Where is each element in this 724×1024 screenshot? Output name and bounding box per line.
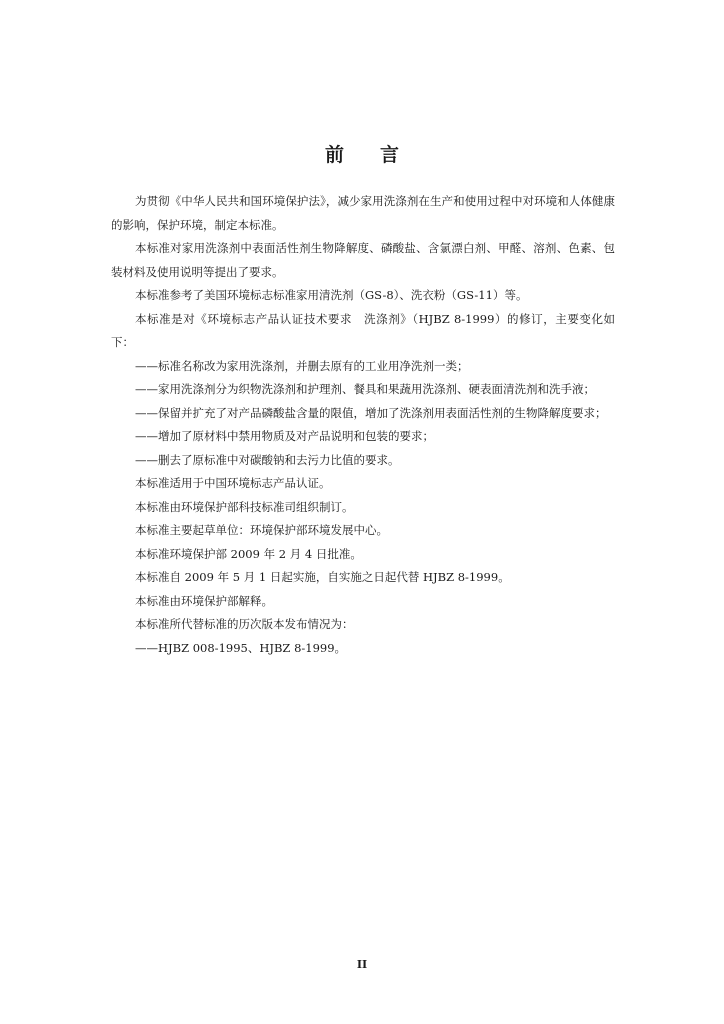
paragraph: 本标准环境保护部 2009 年 2 月 4 日批准。: [135, 546, 362, 561]
paragraph: 本标准是对《环境标志产品认证技术要求 洗涤剂》（HJBZ 8-1999）的修订，主要变化如下：: [111, 311, 615, 349]
paragraph: 本标准对家用洗涤剂中表面活性剂生物降解度、磷酸盐、含氯漂白剂、甲醛、溶剂、色素、包装材料及使用说明等提出了要求。: [111, 241, 615, 279]
list-item: ——增加了原材料中禁用物质及对产品说明和包装的要求；: [135, 429, 434, 443]
list-item: ——家用洗涤剂分为织物洗涤剂和护理剂、餐具和果蔬用洗涤剂、硬表面清洗剂和洗手液；: [135, 382, 595, 396]
list-item: ——保留并扩充了对产品磷酸盐含量的限值，增加了洗涤剂用表面活性剂的生物降解度要求；: [135, 405, 607, 420]
page-title: 前言: [324, 144, 435, 166]
paragraph: 本标准由环境保护部解释。: [135, 593, 273, 608]
page-number: II: [356, 958, 368, 971]
paragraph: 本标准自 2009 年 5 月 1 日起实施，自实施之日起代替 HJBZ 8-1999。: [135, 570, 510, 584]
document-body: [111, 190, 615, 660]
paragraph: 为贯彻《中华人民共和国环境保护法》，减少家用洗涤剂在生产和使用过程中对环境和人体健康的影响，保护环境，制定本标准。: [111, 194, 615, 232]
paragraph: 本标准所代替标准的历次版本发布情况为：: [135, 617, 354, 631]
paragraph: 本标准主要起草单位：环境保护部环境发展中心。: [135, 523, 388, 537]
paragraph: 本标准由环境保护部科技标准司组织制订。: [135, 499, 354, 514]
list-item: ——删去了原标准中对碳酸钠和去污力比值的要求。: [135, 452, 400, 467]
list-item: ——HJBZ 008-1995、HJBZ 8-1999。: [135, 640, 347, 655]
paragraph: 本标准适用于中国环境标志产品认证。: [135, 476, 331, 490]
paragraph: 本标准参考了美国环境标志标准家用清洗剂（GS-8）、洗衣粉（GS-11）等。: [135, 288, 528, 302]
list-item: ——标准名称改为家用洗涤剂，并删去原有的工业用净洗剂一类；: [135, 358, 469, 373]
